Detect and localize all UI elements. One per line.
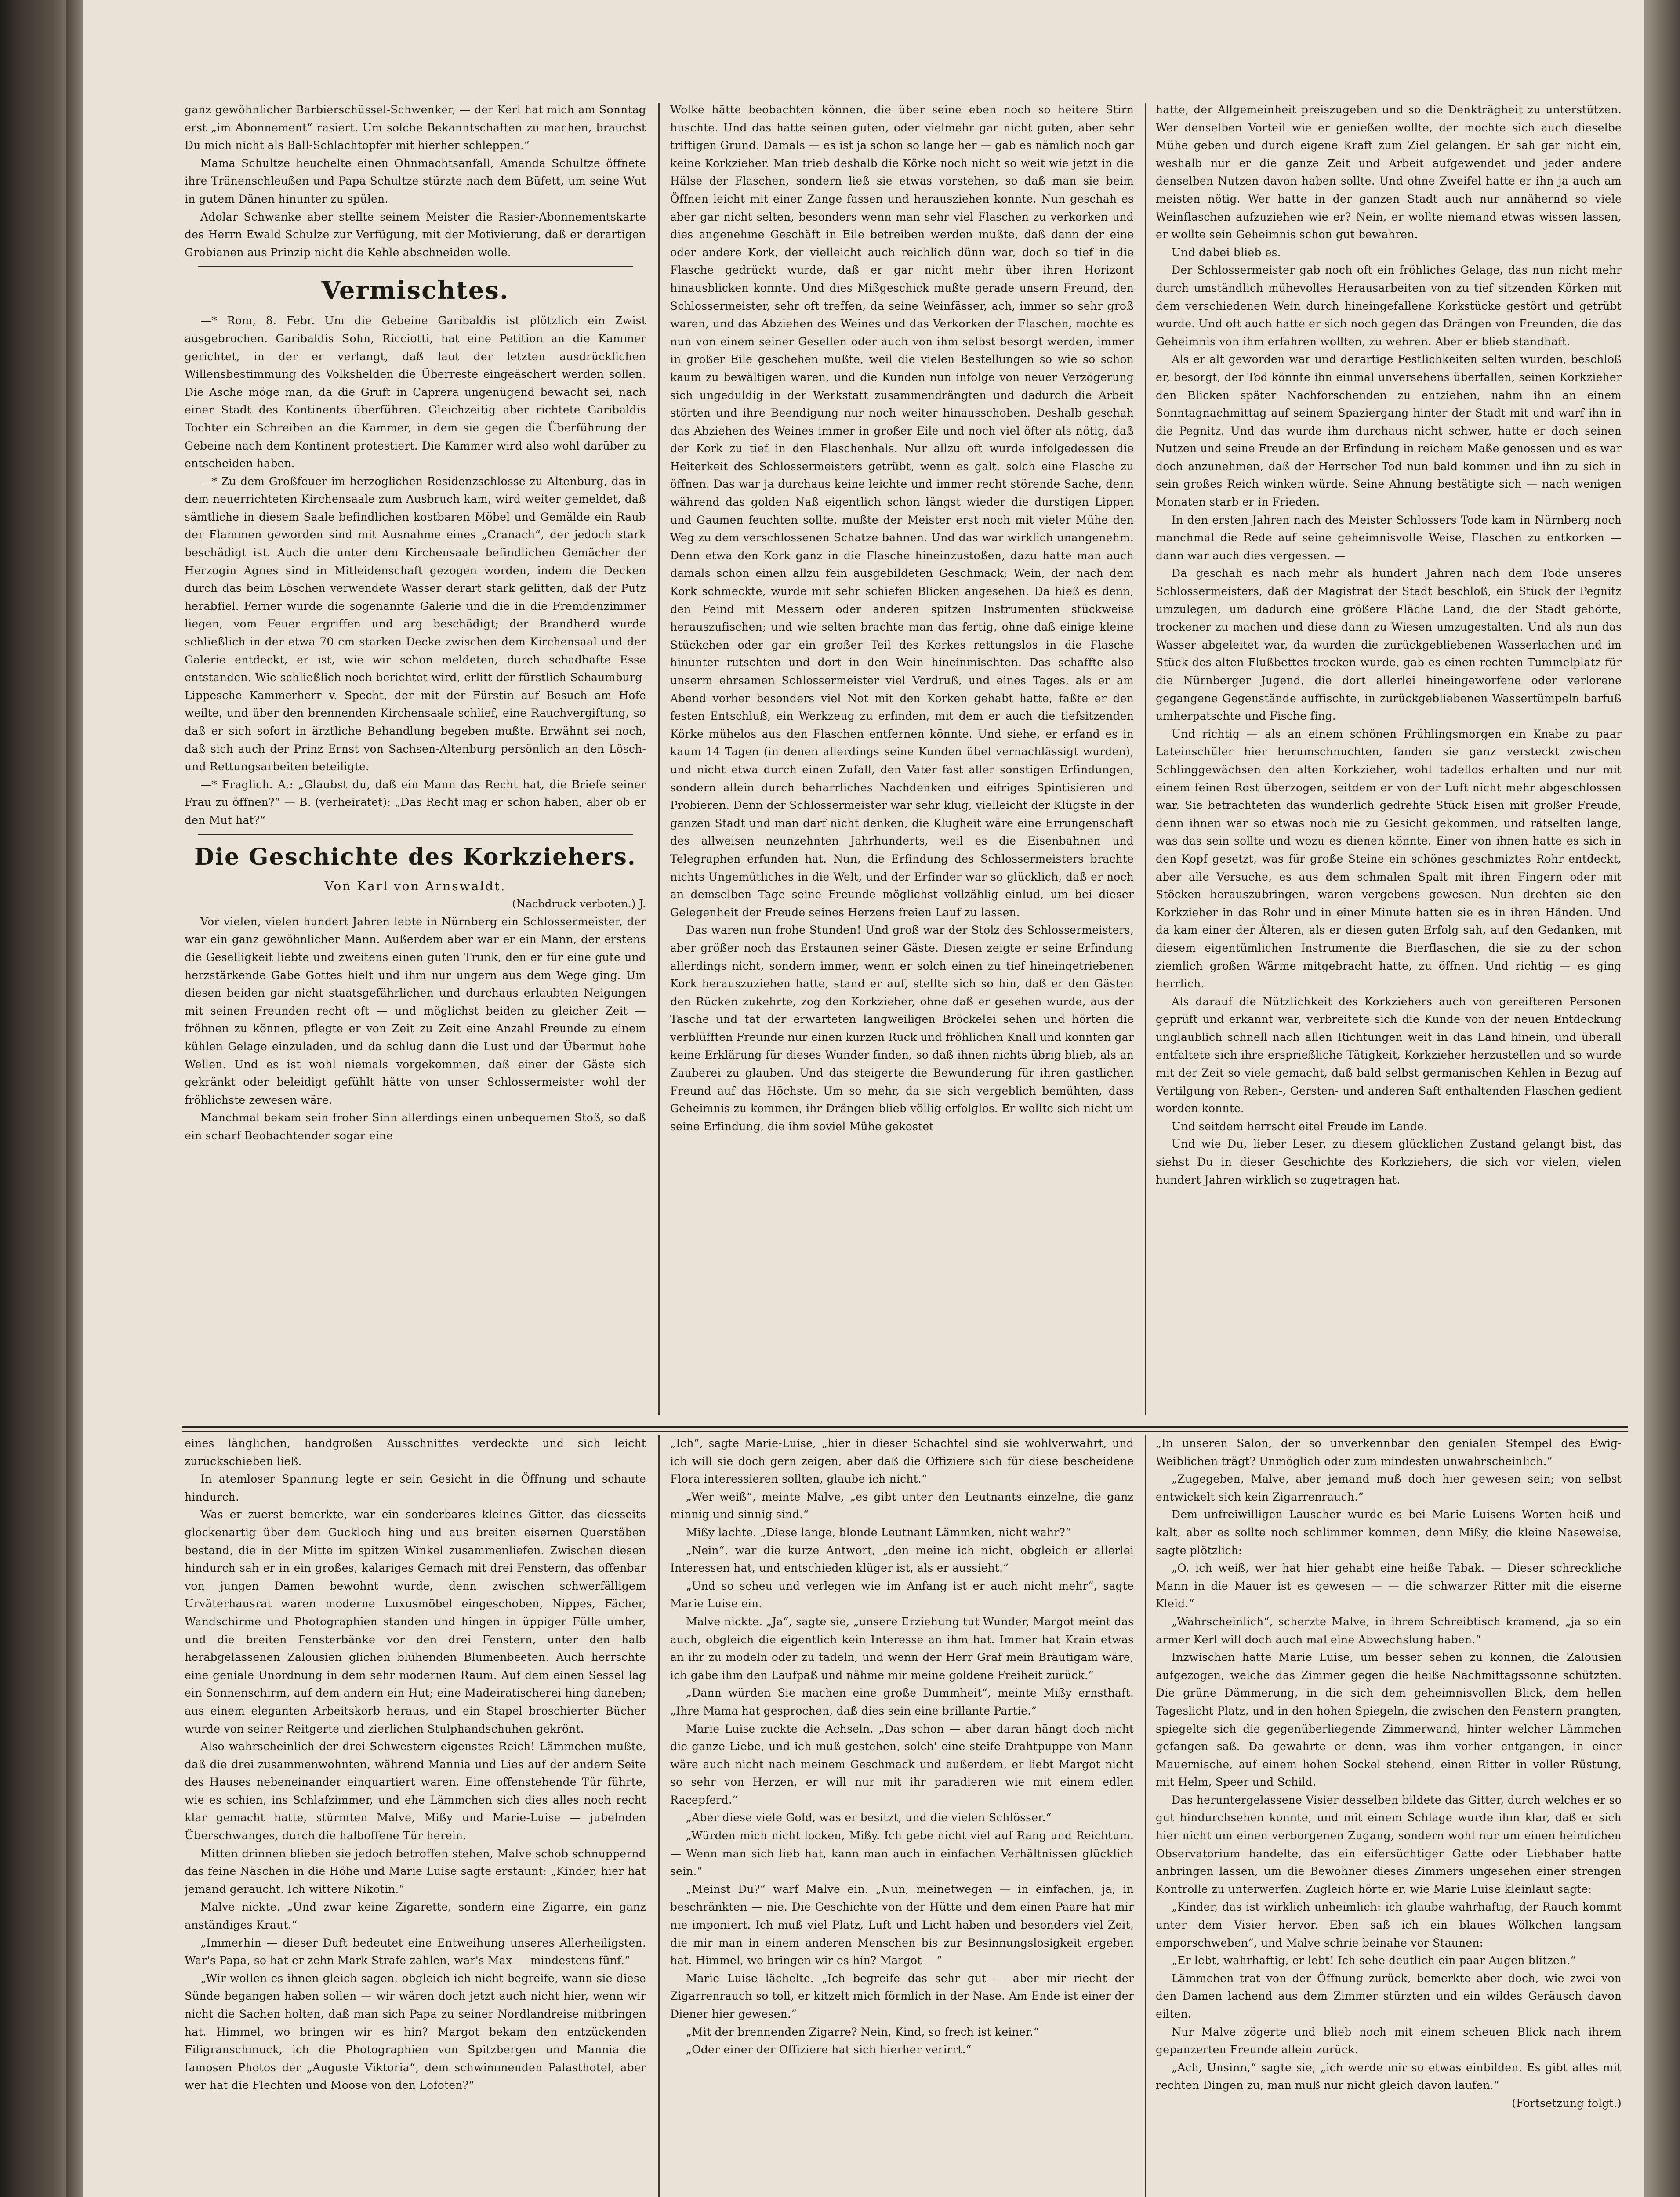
continuation-note: (Fortsetzung folgt.): [1512, 2096, 1622, 2110]
story-paragraph: Und dabei blieb es.: [1172, 246, 1281, 259]
story-paragraph: Wolke hätte beobachten können, die über seine eben noch so heitere Stirn huschte. Und das hatte seinen guten, oder vielmehr gar nicht guten, aber sehr triftigen Grund. Damals — es ist ja schon so lange her — gab es nämlich noch gar keine Korkzieher. Man trieb deshalb die Körke noch nicht so weit wie jetzt in die Hälse der Flaschen, sondern ließ sie etwas vorstehen, so daß man sie beim Öffnen leicht mit einer Zange fassen und herausziehen konnte. Nun geschah es aber gar nicht selten, besonders wenn man sehr viel Flaschen zu verkorken und dies angenehme Geschäft in Eile betreiben werden mußte, daß dann der eine oder andere Kork, der vielleicht auch reichlich dünn war, doch so tief in die Flasche gedrückt wurde, daß er gar nicht mehr über ihren Horizont hinausblicken konnte. Und dies Mißgeschick mußte gerade unsern Freund, den Schlossermeister, sehr oft treffen, da seine Weinfässer, ach, immer so sehr groß waren, und das Abziehen des Weines und das Verkorken der Flaschen, mochte es nun von einem seiner Gesellen oder auch von ihm selbst besorgt werden, immer in großer Eile geschehen mußte, weil die vielen Bestellungen so wie so schon kaum zu bewältigen waren, und die Kunden nun infolge von neuer Verzögerung sich ungeduldig in der Werkstatt zusammendrängten und dadurch die Arbeit störten und ihre Beendigung nur noch weiter hinausschoben. Deshalb geschah das Abziehen des Weines immer in großer Eile und noch viel öfter als nötig, daß der Kork zu tief in den Flaschenhals. Nur allzu oft wurde infolgedessen die Heiterkeit des Schlossermeisters getrübt, wenn es galt, solch eine Flasche zu öffnen. Das war ja durchaus keine leichte und immer recht störende Sache, denn während das golden Naß eigentlich schon längst wieder die durstigen Lippen und Gaumen feuchten sollte, mußte der Meister erst noch mit vieler Mühe den Weg zu dem verschlossenen Schatze bahnen. Und das war wirklich unangenehm. Denn etwa den Kork ganz in die Flasche hineinzustoßen, dazu hatte man auch damals schon einen allzu fein ausgebildeten Geschmack; Wein, der nach dem Kork schmeckte, wurde mit sehr schiefen Blicken angesehen. Da hieß es denn, den Feind mit Messern oder anderen spitzen Instrumenten stückweise herauszufischen; und wie selten brachte man das fertig, ohne daß einige kleine Stückchen oder gar ein großer Teil des Korkes rettungslos in die Flasche hinunter rutschten und dort in den Wein hineinmischten. Das schaffte also unserm ehrsamen Schlossermeister viel Verdruß, und eines Tages, als er am Abend vorher besonders viel Not mit den Korken gehabt hatte, faßte er den festen Entschluß, ein Werkzeug zu erfinden, mit dem er auch die tiefsitzenden Körke mühelos aus den Flaschen entfernen könnte. Und siehe, er erfand es in kaum 14 Tagen (in denen allerdings seine Kunden übel vernachlässigt wurden), und nicht etwa durch einen Zufall, den Vater fast aller sonstigen Erfindungen, sondern allein durch beharrliches Nachdenken und eifriges Spintisieren und Probieren. Denn der Schlossermeister war sehr klug, vielleicht der Klügste in der ganzen Stadt und man darf nicht denken, die Klugheit wäre eine Errungenschaft des allweisen neunzehnten Jahrhunderts, weil es die Eisenbahnen und Telegraphen erfunden hat. Nun, die Erfindung des Schlossermeisters brachte nichts Ungemütliches in die Welt, und der Erfinder war so glücklich, daß er noch an demselben Tage seine Freunde möglichst vollzählig einlud, um bei dieser Gelegenheit der Freude seines Herzens freien Lauf zu lassen.: [670, 103, 1134, 919]
story-paragraph: Das waren nun frohe Stunden! Und groß war der Stolz des Schlossermeisters, aber größer noch das Erstaunen seiner Gäste. Diesen zeigte er seine Erfindung allerdings nicht, sondern immer, wenn er solch einen zu tief hineingetriebenen Kork herauszuziehen hatte, stand er auf, stellte sich so hin, daß er den Gästen den Rücken zukehrte, zog den Korkzieher, ohne daß er gesehen wurde, aus der Tasche und tat der erwarteten langweiligen Bröckelei sehen und hörten die verblüfften Freunde nur einen kurzen Ruck und fröhlichen Knall und konnten gar keine Erklärung für dieses Wunder finden, so daß ihnen nichts übrig blieb, als an Zauberei zu glauben. Und das steigerte die Bewunderung für ihren gastlichen Freund auf das Höchste. Um so mehr, da sie sich vergeblich bemühten, dass Geheimnis zu kommen, ihr Drängen blieb völlig erfolglos. Er wollte sich nicht um seine Erfindung, die ihm soviel Mühe gekostet: [670, 924, 1134, 1133]
news-item: —* Zu dem Großfeuer im herzoglichen Residenzschlosse zu Altenburg, das in dem neuerrichteten Kirchensaale zum Ausbruch kam, wird weiter gemeldet, daß sämtliche in diesem Saale befindlichen kostbaren Möbel und Gemälde ein Raub der Flammen geworden sind mit Ausnahme eines „Cranach“, der jedoch stark beschädigt ist. Auch die unter dem Kirchensaale befindlichen Gemächer der Herzogin Agnes sind in Mitleidenschaft gezogen worden, indem die Decken durch das beim Löschen verwendete Wasser derart stark gelitten, daß der Putz herabfiel. Ferner wurde die sogenannte Galerie und die in die Fremdenzimmer liegen, vom Feuer ergriffen und arg beschädigt; der Brandherd wurde schließlich in der etwa 70 cm starken Decke zwischen dem Kirchensaal und der Galerie entdeckt, er ist, wie wir schon meldeten, durch schadhafte Esse entstanden. Wie schließlich noch berichtet wird, erlitt der fürstlich Schaumburg-Lippesche Kammerherr v. Specht, der mit der Fürstin auf Besuch am Hofe weilte, und über den brennenden Kirchensaale schlief, eine Rauchvergiftung, so daß er sich sofort in ärztliche Behandlung begeben mußte. Erwähnt sei noch, daß sich auch der Prinz Ernst von Sachsen-Altenburg persönlich an den Lösch- und Rettungsarbeiten beteiligte.: [185, 475, 646, 773]
novel-paragraph: Mitten drinnen blieben sie jedoch betroffen stehen, Malve schob schnuppernd das feine Näschen in die Höhe und Marie Luise sagte erstaunt: „Kinder, hier hat jemand geraucht. Ich wittere Nikotin.“: [185, 1847, 646, 1896]
novel-paragraph: „Zugegeben, Malve, aber jemand muß doch hier gewesen sein; von selbst entwickelt sich kein Zigarrenrauch.“: [1156, 1472, 1622, 1503]
story-paragraph: Manchmal bekam sein froher Sinn allerdings einen unbequemen Stoß, so daß ein scharf Beobachtender sogar eine: [185, 1111, 646, 1142]
novel-paragraph: In atemloser Spannung legte er sein Gesicht in die Öffnung und schaute hindurch.: [185, 1472, 646, 1503]
column-divider: [658, 103, 660, 1415]
novel-paragraph: „Kinder, das ist wirklich unheimlich: ich glaube wahrhaftig, der Rauch kommt unter dem Visier hervor. Eben saß ich ein blaues Wölkchen langsam emporschweben“, und Malve schrie beinahe vor Staunen:: [1156, 1900, 1622, 1949]
story-paragraph: Vor vielen, vielen hundert Jahren lebte in Nürnberg ein Schlossermeister, der war ein ganz gewöhnlicher Mann. Außerdem aber war er ein Mann, der erstens die Geselligkeit liebte und zweitens einen guten Trunk, den er für eine gute und herzstärkende Gabe Gottes hielt und ihm nur ungern aus dem Wege ging. Um diesen beiden gar nicht staatsgefährlichen und durchaus erlaubten Neigungen mit seinen Freunden recht oft — und möglichst beiden zu gleicher Zeit — fröhnen zu können, pflegte er von Zeit zu Zeit eine Anzahl Freunde zu einem kühlen Gelage einzuladen, und da schlug dann die Lust und der Übermut hohe Wellen. Und es ist wohl niemals vorgekommen, daß einer der Gäste sich gekränkt oder beleidigt gefühlt hätte von unser Schlossermeister wohl der fröhlichste zewesen wäre.: [185, 915, 646, 1106]
story-paragraph: Da geschah es nach mehr als hundert Jahren nach dem Tode unseres Schlossermeisters, daß der Magistrat der Stadt beschloß, ein Stück der Pegnitz umzulegen, um dadurch eine größere Fläche Land, die der Stadt gehörte, trockener zu machen und diese dann zu Wiesen umzugestalten. Und als nun das Wasser abgeleitet war, da wurden die zurückgebliebenen Wasserlachen und im Stück des alten Flußbettes trocken wurde, gab es einen rechten Tummelplatz für die Nürnberger Jugend, die dort allerlei hineingeworfene oder verlorene gegangene Gegenstände auffischte, in zurückgebliebenen Wassertümpeln barfuß umherpatschte und Fische fing.: [1156, 567, 1622, 723]
novel-paragraph: Lämmchen trat von der Öffnung zurück, bemerkte aber doch, wie zwei von den Damen lachend aus dem Zimmer stürzten und ein wildes Geräusch davon eilten.: [1156, 1972, 1622, 2020]
novel-paragraph: Nur Malve zögerte und blieb noch mit einem scheuen Blick nach ihrem gepanzerten Freunde allein zurück.: [1156, 2025, 1622, 2056]
story-title: Die Geschichte des Korkziehers.: [194, 843, 636, 870]
novel-paragraph: Inzwischen hatte Marie Luise, um besser sehen zu können, die Zalousien aufgezogen, welche das Zimmer gegen die heiße Nachmittagssonne schützten. Die grüne Dämmerung, in die sich dem geheimnisvollen Blick, dem hellen Tageslicht Platz, und in den hohen Spiegeln, die zwischen den Fenstern prangten, spiegelte sich die gegenüberliegende Zimmerwand, hinter welcher Lämmchen gefangen saß. Da gewahrte er denn, was ihm vorher entgangen, in einer Mauernische, auf einem hohen Sockel stehend, einen Ritter in voller Rüstung, mit Helm, Speer und Schild.: [1156, 1651, 1622, 1789]
novel-paragraph: Malve nickte. „Und zwar keine Zigarette, sondern eine Zigarre, ein ganz anständiges Kraut.“: [185, 1900, 646, 1932]
novel-paragraph: Das heruntergelassene Visier desselben bildete das Gitter, durch welches er so gut hindurchsehen konnte, und mit einem Schlage wurde ihm klar, daß er sich hier nicht um einen verborgenen Zugang, sondern wohl nur um einen heimlichen Observatorium handelte, das ein eifersüchtiger Gatte oder Liebhaber hatte anbringen lassen, um die Bewohner dieses Zimmers ungesehen einer strengen Kontrolle zu unterwerfen. Zugleich hörte er, wie Marie Luise kleinlaut sagte:: [1156, 1793, 1622, 1896]
top-column-2: [670, 101, 1134, 1421]
reprint-note: (Nachdruck verboten.) J.: [512, 898, 646, 910]
story-paragraph: In den ersten Jahren nach des Meister Schlossers Tode kam in Nürnberg noch manchmal die Rede auf seine geheimnisvolle Weise, Flaschen zu entkorken — dann war auch dies vergessen. —: [1156, 513, 1622, 562]
bottom-column-2: [670, 1435, 1134, 2197]
novel-paragraph: „Wahrscheinlich“, scherzte Malve, in ihrem Schreibtisch kramend, „ja so ein armer Kerl will doch auch mal eine Abwechslung haben.“: [1156, 1615, 1622, 1646]
intro-text: [185, 101, 646, 261]
news-item: —* Rom, 8. Febr. Um die Gebeine Garibaldis ist plötzlich ein Zwist ausgebrochen. Garibaldis Sohn, Ricciotti, hat eine Petition an die Kammer gerichtet, in der er verlangt, daß laut der letzten ausdrücklichen Willensbestimmung des Volkshelden die Überreste eingeäschert werden sollen. Die Asche möge man, da die Gruft in Caprera ungenügend bewacht sei, nach einer Stadt des Kontinents überführen. Gleichzeitig aber richtete Garibaldis Tochter ein Schreiben an die Kammer, in dem sie gegen die Überführung der Gebeine nach dem Kontinent protestiert. Die Kammer wird also wohl darüber zu entscheiden haben.: [185, 314, 646, 470]
section-title-vermischtes: Vermischtes.: [321, 276, 509, 305]
column-divider: [658, 1435, 660, 2197]
story-paragraph: Und richtig — als an einem schönen Frühlingsmorgen ein Knabe zu paar Lateinschüler hier herumschnuchten, fanden sie ganz versteckt zwischen Schlinggewächsen den alten Korkzieher, wohl tadellos erhalten und nur mit einem feinen Rost überzogen, seitdem er von der Luft nicht mehr abgeschlossen war. Sie betrachteten das wunderlich gedrehte Stück Eisen mit großer Freude, denn ihnen war so etwas noch nie zu Gesicht gekommen, und rätselten lange, was das sein sollte und wozu es dienen könnte. Einer von ihnen hatte es sich in den Kopf gesetzt, was für große Steine ein schönes geschmiztes Rohr entdeckt, aber alle Versuche, es aus dem schmalen Spalt mit ihren Fingern oder mit Stöcken herauszubringen, waren vergebens gewesen. Nun drehten sie den Korkzieher in das Rohr und in einer Minute hatten sie es in ihren Händen. Und da kam einer der Älteren, als er diesen guten Erfolg sah, auf den Gedanken, mit diesem eigentümlichen Instrumente die Bierflaschen, die sie zu der schon ziemlich großen Wärme mitgebracht hatte, zu öffnen. Und richtig — es ging herrlich.: [1156, 727, 1622, 990]
story-paragraph: hatte, der Allgemeinheit preiszugeben und so die Denkträgheit zu unterstützen. Wer denselben Vorteil wie er genießen wollte, der mochte sich auch dieselbe Mühe geben und durch eigene Kraft zum Ziel gelangen. Er sah gar nicht ein, weshalb nur er die ganze Zeit und Arbeit aufgewendet und jeder andere denselben Nutzen davon haben sollte. Und ohne Zweifel hatte er ihn ja auch am meisten nötig. Wer hatte in der ganzen Stadt auch nur annähernd so viele Weinflaschen aufzuziehen wie er? Nein, er wollte niemand etwas wissen lassen, er wollte sein Geheimnis schon gut bewahren.: [1156, 103, 1622, 241]
paragraph: Mama Schultze heuchelte einen Ohnmachtsanfall, Amanda Schultze öffnete ihre Tränenschleußen und Papa Schultze stürzte nach dem Büfett, um seine Wut in gutem Dänen hinunter zu spülen.: [185, 156, 646, 205]
novel-paragraph: eines länglichen, handgroßen Ausschnittes verdeckte und sich leicht zurückschieben ließ.: [185, 1437, 646, 1468]
novel-paragraph: „Wer weiß“, meinte Malve, „es gibt unter den Leutnants einzelne, die ganz minnig und sinnig sind.“: [670, 1490, 1134, 1521]
bottom-column-1: [185, 1435, 646, 2197]
novel-paragraph: Was er zuerst bemerkte, war ein sonderbares kleines Gitter, das diesseits glockenartig über dem Guckloch hing und aus breiten eisernen Querstäben bestand, die in der Mitte im spitzen Winkel zusammenliefen. Zwischen diesen hindurch sah er in ein großes, kalariges Gemach mit drei Fenstern, das offenbar von jungen Damen bewohnt wurde, denn zwischen schwerfälligem Urväterhausrat waren moderne Luxusmöbel eingeschoben, Nippes, Fächer, Wandschirme und Photographien standen und hingen in üppiger Fülle umher, und die breiten Fensterbänke vor den drei Fenstern, unter den halb herabgelassenen Zalousien glichen blühenden Blumenbeeten. Auch herrschte eine geniale Unordnung in dem sehr modernen Raum. Auf dem einen Sessel lag ein Sonnenschirm, auf dem andern ein Hut; eine Madeiratischerei hing daneben; aus einem eleganten Arbeitskorb heraus, und ein Stapel broschierter Bücher wurde von seiner Reitgerte und zierlichen Stulphandschuhen gekrönt.: [185, 1508, 646, 1735]
story-byline: Von Karl von Arnswaldt.: [324, 878, 506, 893]
novel-paragraph: Dem unfreiwilligen Lauscher wurde es bei Marie Luisens Worten heiß und kalt, aber es sollte noch schlimmer kommen, denn Mißy, die kleine Naseweise, sagte plötzlich:: [1156, 1508, 1622, 1557]
novel-paragraph: Marie Luise zuckte die Achseln. „Das schon — aber daran hängt doch nicht die ganze Liebe, und ich muß gestehen, solch' eine steife Drahtpuppe von Mann wäre auch nicht nach meinem Geschmack und außerdem, er liebt Margot nicht so sehr von Herzen, er will nur mit ihr paradieren wie mit einem edlen Racepferd.“: [670, 1722, 1134, 1806]
paragraph: Adolar Schwanke aber stellte seinem Meister die Rasier-Abonnementskarte des Herrn Ewald Schulze zur Verfügung, mit der Motivierung, daß er derartigen Grobianen aus Prinzip nicht die Kehle abschneiden wolle.: [185, 210, 646, 259]
bottom-column-3: [1156, 1435, 1622, 2197]
novel-paragraph: „Er lebt, wahrhaftig, er lebt! Ich sehe deutlich ein paar Augen blitzen.“: [1172, 1954, 1576, 1967]
news-items: [185, 312, 646, 829]
novel-paragraph: „Ach, Unsinn,“ sagte sie, „ich werde mir so etwas einbilden. Es gibt alles mit rechten Dingen zu, man muß nur nicht gleich davon laufen.“: [1156, 2061, 1622, 2092]
story-paragraph: Als er alt geworden war und derartige Festlichkeiten selten wurden, beschloß er, besorgt, der Tod könnte ihn einmal unversehens überfallen, seinen Korkzieher den Blicken später Nachforschenden zu entziehen, nahm ihn an einem Sonntagnachmittag auf seinem Spaziergang hinter der Stadt mit und warf ihn in die Pegnitz. Und das wurde ihm durchaus nicht schwer, hatte er doch seinen Nutzen und seine Freude an der Erfindung in reichem Maße genossen und es war doch anzunehmen, daß der Herrscher Tod nun bald kommen und ihn zu sich in sein großes Reich winken würde. Seine Ahnung bestätigte sich — nach wenigen Monaten starb er in Frieden.: [1156, 353, 1622, 509]
novel-paragraph: „Aber diese viele Gold, was er besitzt, und die vielen Schlösser.“: [686, 1811, 1052, 1824]
novel-paragraph: „Immerhin — dieser Duft bedeutet eine Entweihung unseres Allerheiligsten. War's Papa, so hat er zehn Mark Strafe zahlen, war's Max — mindestens fünf.“: [185, 1936, 646, 1967]
novel-paragraph: „Und so scheu und verlegen wie im Anfang ist er auch nicht mehr“, sagte Marie Luise ein.: [670, 1579, 1134, 1610]
novel-paragraph: „In unseren Salon, der so unverkennbar den genialen Stempel des Ewig-Weiblichen trägt? Unmöglich oder zum mindesten unwahrscheinlich.“: [1156, 1437, 1622, 1468]
novel-paragraph: „Meinst Du?“ warf Malve ein. „Nun, meinetwegen — in einfachen, ja; in beschränkten — nie. Die Geschichte von der Hütte und dem einen Paare hat mir nie imponiert. Ich muß viel Platz, Luft und Licht haben und besonders viel Zeit, die mir man in einem anderen Menschen bis zur Besinnungslosigkeit ergeben hat. Himmel, wo bringen wir es hin? Margot —“: [670, 1882, 1134, 1967]
novel-paragraph: Marie Luise lächelte. „Ich begreife das sehr gut — aber mir riecht der Zigarrenrauch so toll, er kitzelt mich förmlich in der Nase. Am Ende ist einer der Diener hier gewesen.“: [670, 1972, 1134, 2020]
top-column-1: [185, 101, 646, 1421]
novel-paragraph: Also wahrscheinlich der drei Schwestern eigenstes Reich! Lämmchen mußte, daß die drei zusammenwohnten, während Mannia und Lies auf der andern Seite des Hauses nebeneinander einquartiert waren. Eine offenstehende Tür führte, wie es schien, ins Schlafzimmer, und ehe Lämmchen sich dies alles noch recht klar gemacht hatte, stürmten Malve, Mißy und Marie-Luise — jubelnden Überschwanges, durch die halboffene Tür herein.: [185, 1740, 646, 1842]
section-rule: [198, 834, 633, 835]
novel-paragraph: „Oder einer der Offiziere hat sich hierher verirrt.“: [686, 2043, 972, 2056]
top-column-3: [1156, 101, 1622, 1421]
feuilleton-rule-thin: [182, 1431, 1628, 1432]
feuilleton-rule: [182, 1426, 1628, 1428]
story-paragraph: Und wie Du, lieber Leser, zu diesem glücklichen Zustand gelangt bist, das siehst Du in dieser Geschichte des Korkziehers, die sich vor vielen, vielen hundert Jahren wirklich so zugetragen hat.: [1156, 1138, 1622, 1186]
column-divider: [1145, 103, 1146, 1415]
paragraph: ganz gewöhnlicher Barbierschüssel-Schwenker, — der Kerl hat mich am Sonntag erst „im Abonnement“ rasiert. Um solche Bekanntschaften zu machen, brauchst Du mich nicht als Ball-Schlachtopfer mit hierher schleppen.“: [185, 103, 646, 152]
novel-paragraph: „O, ich weiß, wer hat hier gehabt eine heiße Tabak. — Dieser schreckliche Mann in die Mauer ist es gewesen — — die schwarzer Ritter mit die eiserne Kleid.“: [1156, 1562, 1622, 1610]
story-paragraph: Und seitdem herrscht eitel Freude im Lande.: [1172, 1120, 1428, 1133]
novel-paragraph: „Ich“, sagte Marie-Luise, „hier in dieser Schachtel sind sie wohlverwahrt, und ich will sie doch gern zeigen, aber daß die Offiziere sich für diese bescheidene Flora interessieren sollten, glaube ich nicht.“: [670, 1437, 1134, 1486]
novel-paragraph: „Wir wollen es ihnen gleich sagen, obgleich ich nicht begreife, wann sie diese Sünde begangen haben sollen — wir wären doch jetzt auch nicht hier, wenn wir nicht die Sachen holten, daß man sich Papa zu seiner Nordlandreise mitbringen hat. Himmel, wo bringen wir es hin? Margot bekam den entzückenden Filigranschmuck, ich die Photographien von Spitzbergen und Mannia die famosen Photos der „Auguste Viktoria“, dem schwimmenden Palasthotel, aber wer hat die Flechten und Moose von den Lofoten?“: [185, 1972, 646, 2092]
novel-paragraph: „Nein“, war die kurze Antwort, „den meine ich nicht, obgleich er allerlei Interessen hat, und entschieden klüger ist, als er aussieht.“: [670, 1544, 1134, 1575]
novel-paragraph: „Mit der brennenden Zigarre? Nein, Kind, so frech ist keiner.“: [686, 2025, 1039, 2038]
novel-paragraph: Malve nickte. „Ja“, sagte sie, „unsere Erziehung tut Wunder, Margot meint das auch, obgleich die eigentlich kein Interesse an ihm hat. Immer hat Krain etwas an ihr zu modeln oder zu tadeln, und wenn der Herr Graf mein Bräutigam wäre, ich gäbe ihm den Laufpaß und nähme mir meine goldene Freiheit zurück.“: [670, 1615, 1134, 1682]
column-divider: [1145, 1435, 1146, 2197]
novel-paragraph: Mißy lachte. „Diese lange, blonde Leutnant Lämmken, nicht wahr?“: [686, 1526, 1071, 1539]
novel-paragraph: „Dann würden Sie machen eine große Dummheit“, meinte Mißy ernsthaft. „Ihre Mama hat gesprochen, daß dies sein eine brillante Partie.“: [670, 1686, 1134, 1717]
section-rule: [198, 266, 633, 267]
story-paragraph: Der Schlossermeister gab noch oft ein fröhliches Gelage, das nun nicht mehr durch umständlich mühevolles Herausarbeiten von zu tief sitzenden Körken mit dem verschiedenen Wein durch hineingefallene Korkstücke gestört und getrübt wurde. Und oft auch hatte er sich noch gegen das Drängen von Freunden, die das Geheimnis von ihm erfahren wollten, zu wehren. Aber er blieb standhaft.: [1156, 264, 1622, 348]
news-item: —* Fraglich. A.: „Glaubst du, daß ein Mann das Recht hat, die Briefe seiner Frau zu öffnen?“ — B. (verheiratet): „Das Recht mag er schon haben, aber ob er den Mut hat?“: [185, 778, 646, 827]
novel-paragraph: „Würden mich nicht locken, Mißy. Ich gebe nicht viel auf Rang und Reichtum. — Wenn man sich lieb hat, kann man auch in einfachen Verhältnissen glücklich sein.“: [670, 1829, 1134, 1878]
story-paragraph: Als darauf die Nützlichkeit des Korkziehers auch von gereifteren Personen geprüft und erkannt war, verbreitete sich die Kunde von der neuen Entdeckung unglaublich schnell nach allen Richtungen weit in das Land hinein, und überall entfaltete sich ihre ersprießliche Tätigkeit, Korkzieher herzustellen und so wurde mit der Zeit so viele gemacht, daß bald selbst germanischen Kehlen in Bezug auf Vertilgung von Reben-, Gersten- und anderen Saft enthaltenden Flaschen gedient worden konnte.: [1156, 995, 1622, 1115]
